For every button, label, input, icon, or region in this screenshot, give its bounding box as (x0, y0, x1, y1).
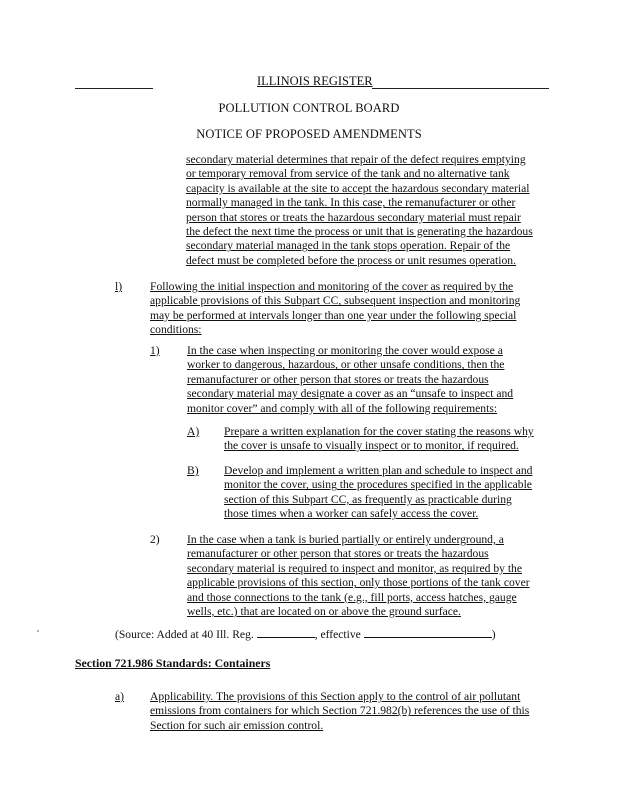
register-blank (257, 627, 315, 638)
text-line: the defect the next time the process or unit that is generating the hazardous (186, 225, 533, 239)
text-line: Prepare a written explanation for the cover stating the reasons why (224, 425, 534, 438)
text-line: secondary material determines that repair of the defect requires emptying (186, 153, 526, 166)
text-line: applicable provisions of this section, only those portions of the tank cover (187, 576, 530, 590)
text-line: emissions from containers for which Section 721.982(b) references the use of this (150, 704, 530, 718)
source-prefix: (Source: Added at 40 Ill. Reg. (115, 628, 254, 641)
text-line: wells, etc.) that are located on or above the ground surface. (187, 605, 461, 619)
text-line: Develop and implement a written plan and schedule to inspect and (224, 464, 533, 477)
source-middle: , effective (314, 628, 361, 641)
continuation-paragraph (186, 153, 546, 268)
text-line: section of this Subpart CC, as frequently as practicable during (224, 492, 512, 506)
text-line: or temporary removal from service of the tank and no alternative tank (186, 167, 510, 181)
scan-speck (37, 630, 39, 632)
header-rule-right (372, 88, 549, 89)
text-line: worker to dangerous, hazardous, or other unsafe conditions, then the (187, 358, 505, 372)
text-line: defect must be completed before the process or unit resumes operation. (186, 253, 516, 267)
section-heading: Section 721.986 Standards: Containers (75, 656, 271, 670)
register-title: ILLINOIS REGISTER (257, 74, 373, 88)
source-note (115, 627, 555, 642)
item-a-label: a) (115, 690, 125, 703)
text-line: those times when a worker can safely access the cover. (224, 507, 479, 521)
text-line: the cover is unsafe to visually inspect or to monitor, if required. (224, 439, 519, 453)
item-2-label: 2) (150, 533, 160, 546)
text-line: In the case when a tank is buried partially or entirely underground, a (187, 533, 504, 546)
text-line: In the case when inspecting or monitoring the cover would expose a (187, 344, 503, 357)
text-line: monitor the cover, using the procedures specified in the applicable (224, 478, 532, 492)
item-l-label: l) (115, 280, 123, 293)
text-line: remanufacturer or other person that stores or treats the hazardous (187, 547, 489, 561)
text-line: may be performed at intervals longer than one year under the following special (150, 308, 517, 322)
text-line: secondary material managed in the tank stops operation. Repair of the (186, 239, 511, 253)
item-B-label: B) (187, 464, 199, 477)
item-a-paragraph (150, 690, 550, 733)
notice-title: NOTICE OF PROPOSED AMENDMENTS (196, 127, 422, 141)
header-rule-left (75, 88, 153, 89)
text-line: Section for such air emission control. (150, 718, 324, 732)
text-line: applicable provisions of this Subpart CC, subsequent inspection and monitoring (150, 294, 521, 308)
effective-date-blank (364, 627, 492, 638)
text-line: remanufacturer or other person that stores or treats the hazardous (187, 372, 489, 386)
source-suffix: ) (491, 628, 496, 641)
text-line: Following the initial inspection and monitoring of the cover as required by the (150, 280, 514, 293)
text-line: normally managed in the tank. In this case, the remanufacturer or other (186, 196, 516, 210)
item-A-label: A) (187, 425, 200, 438)
text-line: capacity is available at the site to accept the hazardous secondary material (186, 181, 530, 195)
text-line: secondary material is required to inspect and monitor, as required by the (187, 561, 523, 575)
item-1-label: 1) (150, 344, 160, 357)
text-line: and those connections to the tank (e.g., fill ports, access hatches, gauge (187, 590, 517, 604)
item-2-paragraph (187, 533, 547, 619)
text-line: secondary material may designate a cover as an “unsafe to inspect and (187, 387, 514, 401)
text-line: monitor cover” and comply with all of the following requirements: (187, 401, 498, 415)
text-line: Applicability. The provisions of this Section apply to the control of air pollutant (150, 690, 521, 703)
item-1-paragraph (187, 344, 547, 416)
text-line: conditions: (150, 323, 202, 337)
board-name: POLLUTION CONTROL BOARD (218, 101, 400, 115)
item-B-paragraph (224, 464, 546, 522)
text-line: person that stores or treats the hazardous secondary material must repair (186, 210, 521, 224)
item-l-paragraph (150, 280, 546, 338)
item-A-paragraph (224, 425, 546, 454)
